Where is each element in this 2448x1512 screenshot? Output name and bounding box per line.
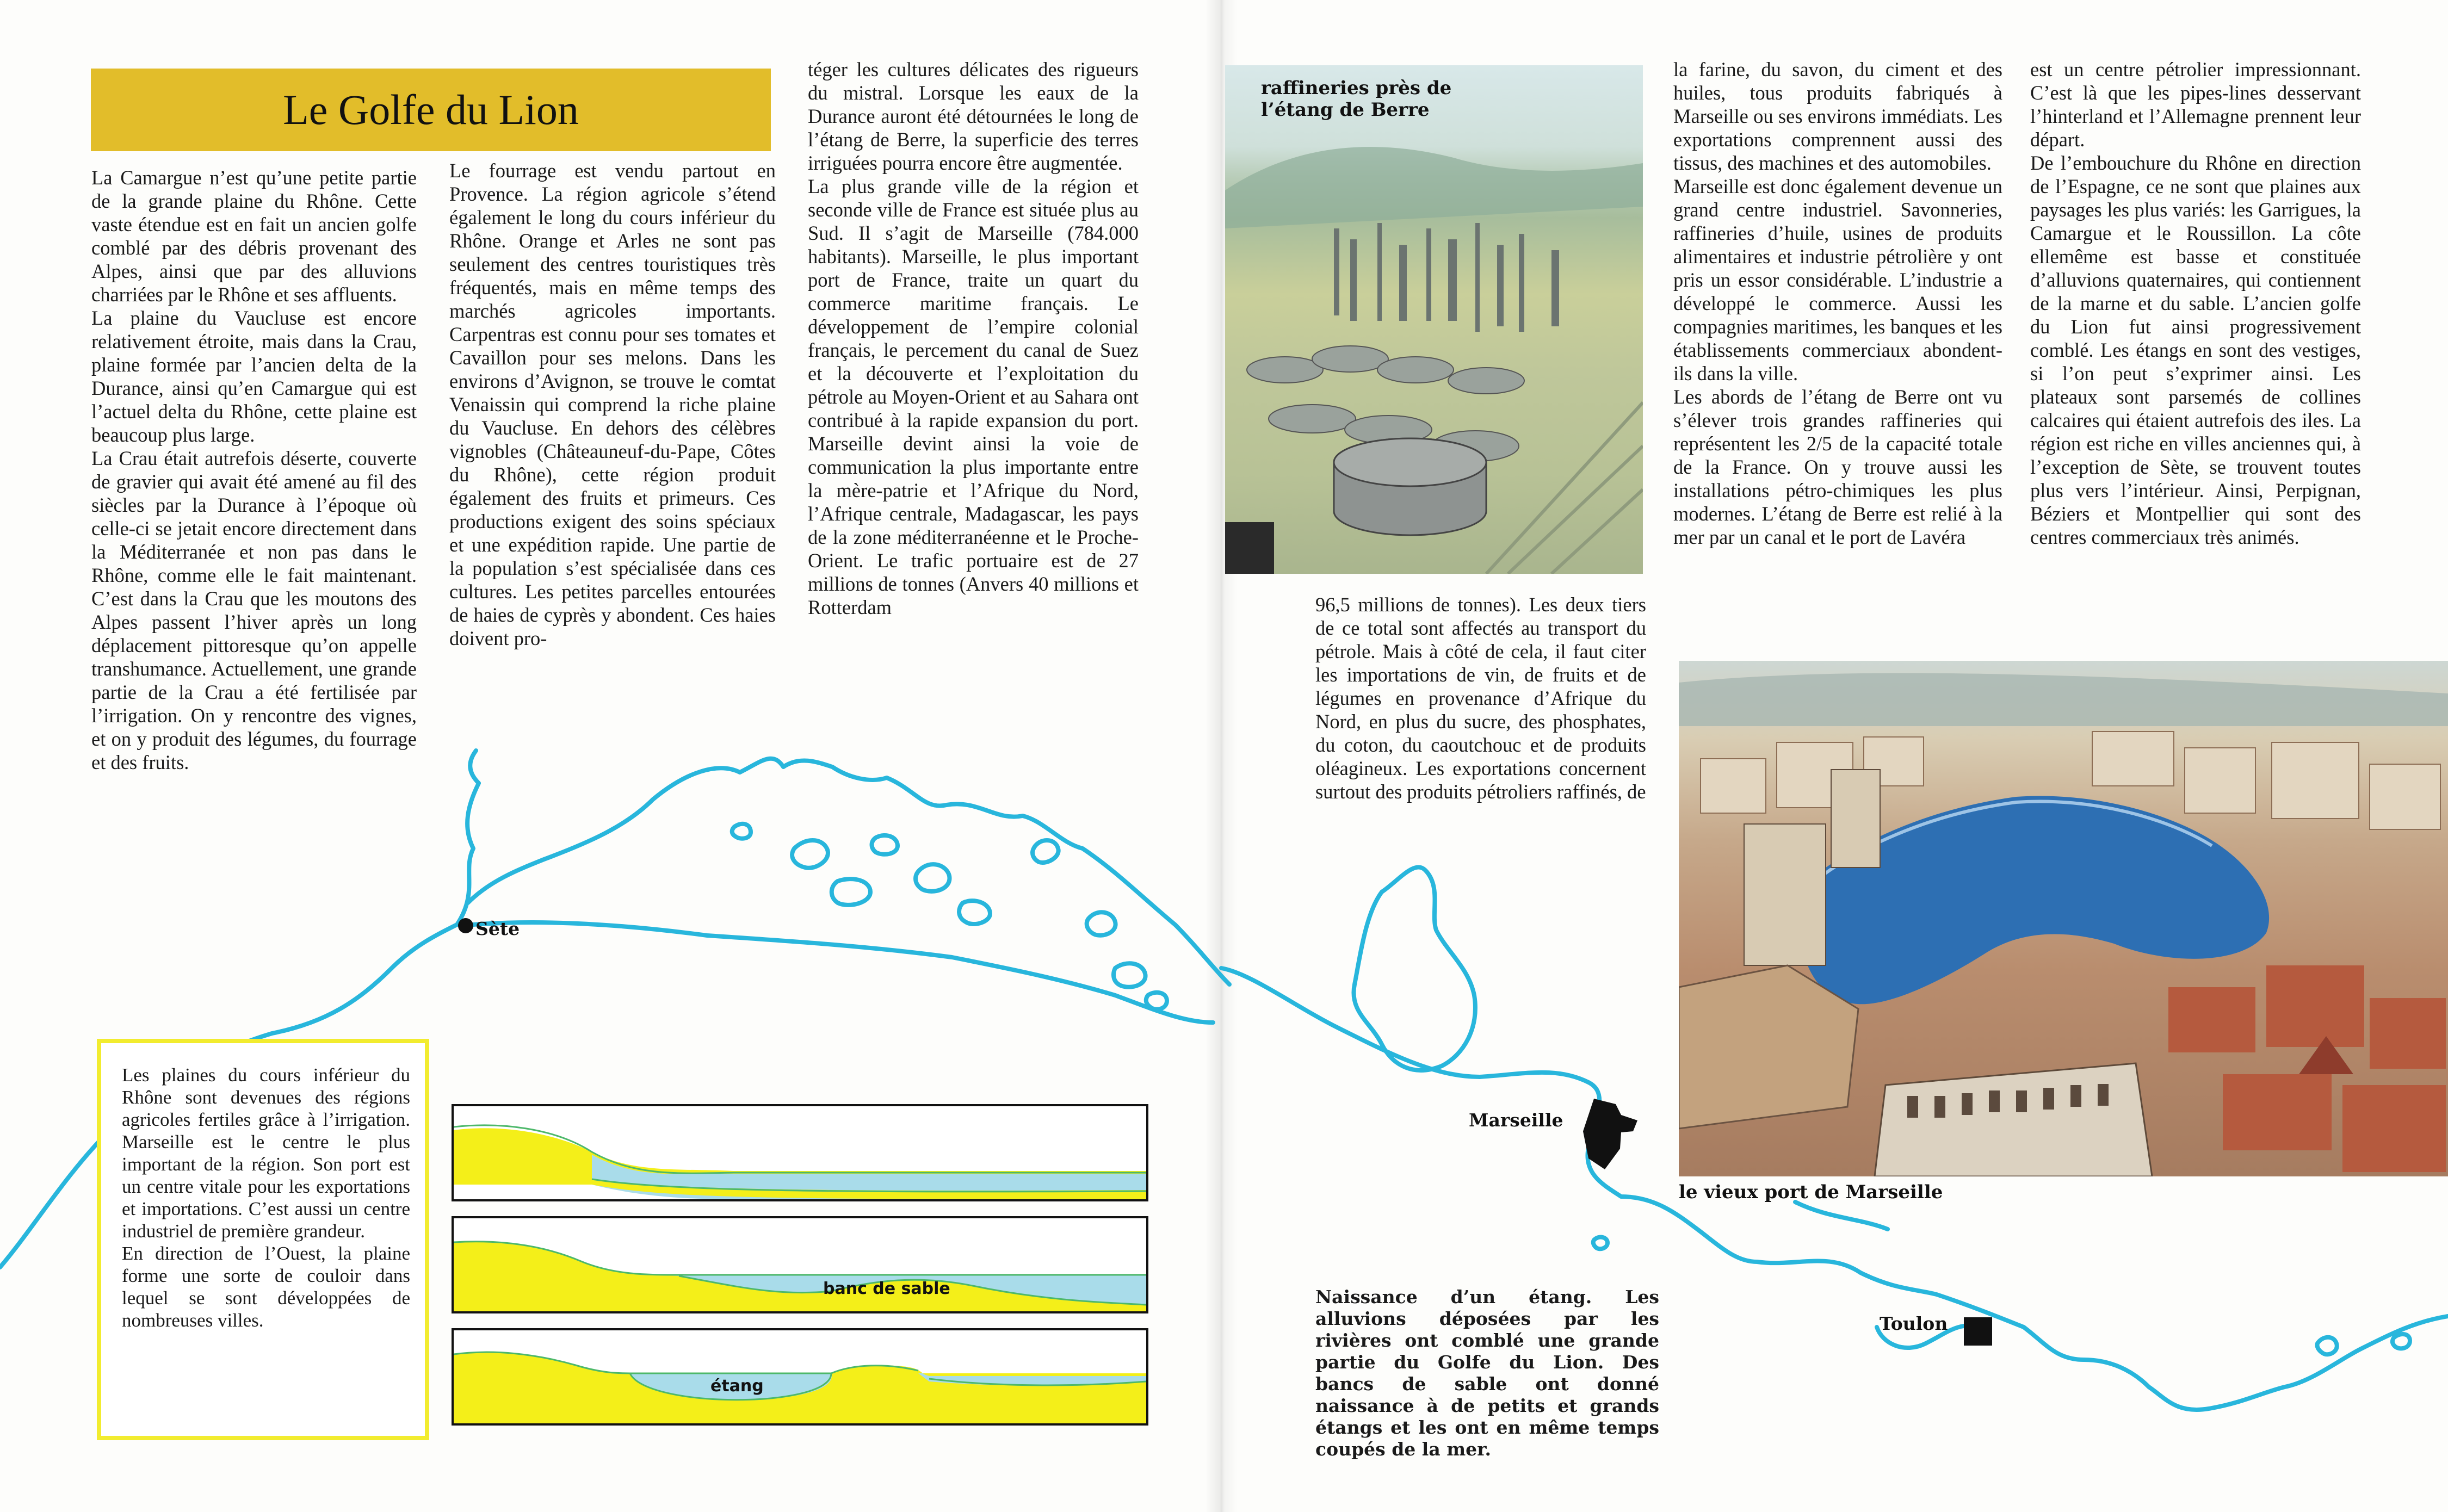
paragraph: La plus grande ville de la région et seconde ville de France est située plus au Sud. Il s’agit de Marseille (784.000 habitants). Marseille, le plus important port de France, traite un quart du commerce maritime français. Le développement de l’empire colonial français, le percement du canal de Suez et la découverte et l’exploitation du pétrole au Moyen-Orient et au Sahara ont contribué à la rapide expansion du port. Marseille devint ainsi la voie de communication la plus importante entre la mère-patrie et l’Afrique du Nord, l’Afrique centrale, Madagascar, les pays de la zone méditerranéenne et le Proche-Orient. Le trafic portuaire est de 27 millions de tonnes (Anvers 40 millions et Rotterdam [808, 175, 1139, 618]
info-box [97, 1039, 429, 1440]
lagoon-formation-diagram [450, 1103, 1149, 1435]
paragraph: la farine, du savon, du ciment et des huiles, tous produits fabriqués à Marseille ou ses environs immédiats. Les exportations comprennent aussi des tissus, des machines et des automobiles. [1673, 58, 2002, 174]
old-port-illustration [1679, 661, 2448, 1176]
diagram-label-pond: étang [710, 1377, 764, 1396]
paragraph: 96,5 millions de tonnes). Les deux tiers de ce total sont affectés au transport du pétrole. Mais à côté de cela, il faut citer les importations de vin, de fruits et de légumes en provenance d’Afrique du Nord, en plus du sucre, des phosphates, du coton, du caoutchouc et de produits oléagineux. Les exportations concernent surtout des produits pétroliers raffinés, de [1315, 593, 1646, 803]
marseille-city-symbol [1583, 1099, 1643, 1169]
port-caption: le vieux port de Marseille [1679, 1181, 1943, 1203]
paragraph: La plaine du Vaucluse est encore relativement étroite, mais dans la Crau, plaine formée par l’ancien delta de la Durance, ainsi qu’en Camargue qui est l’actuel delta du Rhône, cette plaine est beaucoup plus large. [91, 307, 417, 446]
paragraph: Marseille est donc également devenue un grand centre industriel. Savonneries, raffineries d’huile, usines de produits alimentaires et industrie pétrolière y ont pris un essor considérable. L’industrie a développé le commerce. Aussi les compagnies maritimes, les banques et les établissements commerciaux abondent-ils dans la ville. [1673, 175, 2002, 385]
text-column-5 [1673, 58, 2002, 549]
paragraph: La Crau était autrefois déserte, couverte de gravier qui avait été amené au fil des siècles par la Durance à l’époque où celle-ci se jetait encore directement dans la Méditerranée et non pas dans le Rhône, comme elle le fait maintenant. C’est dans la Crau que les moutons des Alpes passent l’hiver après un long déplacement pittoresque qu’on appelle transhumance. Actuellement, une grande partie de la Crau a été fertilisée par l’irrigation. On y rencontre des vignes, et on y produit des légumes, du fourrage et des fruits. [91, 447, 417, 773]
paragraph: En direction de l’Ouest, la plaine forme une sorte de couloir dans lequel se sont développées de nombreuses villes. [122, 1243, 410, 1331]
paragraph: Les plaines du cours inférieur du Rhône sont devenues des régions agricoles fertiles grâce à l’irrigation. Marseille est le centre le plus important de la région. Son port est un centre vitale pour les exportations et importations. C’est aussi un centre industriel de première grandeur. [122, 1064, 410, 1242]
map-label-marseille: Marseille [1469, 1110, 1563, 1131]
diagram-panel-3 [453, 1329, 1147, 1424]
text-column-6 [2030, 58, 2361, 549]
diagram-panel-1 [453, 1105, 1147, 1200]
sete-marker [458, 918, 473, 933]
refinery-illustration [1225, 65, 1643, 574]
caption-text: Naissance d’un étang. Les alluvions déposées par les rivières ont comblé une grande partie du Golfe du Lion. Des bancs de sable ont donné naissance à de petits et grands étangs et les ont en même temps coupés de la mer. [1315, 1286, 1659, 1460]
text-column-2 [449, 159, 776, 650]
paragraph: est un centre pétrolier impressionnant. C’est là que les pipes-lines desservant l’hinterland et l’Allemagne prennent leur départ. [2030, 58, 2361, 151]
lagoon-formation-caption [1315, 1286, 1659, 1460]
paragraph: Le fourrage est vendu partout en Provence. La région agricole s’étend également le long du cours inférieur du Rhône. Orange et Arles ne sont pas seulement des centres touristiques très fréquentés, mais en même temps des marchés agricoles importants. Carpentras est connu pour ses tomates et Cavaillon pour ses melons. Dans les environs d’Avignon, se trouve le comtat Venaissin qui comprend la riche plaine du Vaucluse. En dehors des célèbres vignobles (Châteauneuf-du-Pape, Côtes du Rhône), cette région produit également des fruits et primeurs. Ces productions exigent des soins spéciaux et une expédition rapide. Une partie de la population s’est spécialisée dans ces cultures. Les petites parcelles entourées de haies de cyprès y abondent. Ces haies doivent pro- [449, 159, 776, 649]
storage-tank-large [1334, 438, 1486, 535]
tall-building [1744, 824, 1826, 965]
diagram-panel-2 [453, 1217, 1147, 1312]
text-column-3 [808, 58, 1139, 619]
page-title: Le Golfe du Lion [283, 86, 579, 133]
refinery-caption: raffineries près de l’étang de Berre [1261, 77, 1452, 121]
refinery-drawing [1225, 65, 1643, 574]
paragraph: De l’embouchure du Rhône en direction de l’Espagne, ce ne sont que plaines aux paysages les plus variés: les Garrigues, la Camargue et le Roussillon. La côte ellemême est basse et constituée d’alluvions quaternaires, qui contiennent de la marne et du sable. L’ancien golfe du Lion fut ainsi progressivement comblé. Les étangs en sont des vestiges, si l’on peut s’exprimer ainsi. Les plateaux sont parsemés de collines calcaires qui étaient autrefois des iles. La région est riche en villes anciennes qui, à l’exception de Sète, se trouvent toutes plus vers l’intérieur. Ainsi, Perpignan, Béziers et Montpellier qui sont des centres commerciaux très animés. [2030, 152, 2361, 548]
map-label-toulon: Toulon [1880, 1313, 1948, 1334]
diagram-label-sandbank: banc de sable [823, 1279, 950, 1298]
paragraph: La Camargue n’est qu’une petite partie de la grande plaine du Rhône. Cette vaste étendue est en fait un ancien golfe comblé par des débris provenant des Alpes, ainsi que par des alluvions charriées par le Rhône et ses affluents. [91, 166, 417, 306]
old-port-drawing [1679, 661, 2448, 1176]
paragraph: téger les cultures délicates des rigueurs du mistral. Lorsque les eaux de la Durance auront été détournées le long de l’étang de Berre, la superficie des terres irriguées pourra encore être augmentée. [808, 58, 1139, 174]
palace [1875, 1063, 2152, 1176]
text-column-4 [1315, 593, 1646, 803]
toulon-city-symbol [1964, 1317, 1992, 1346]
paragraph: Les abords de l’étang de Berre ont vu s’élever trois grandes raffineries qui représentent les 2/5 de la capacité totale de la France. On y trouve aussi les installations pétro-chimiques les plus modernes. L’étang de Berre est relié à la mer par un canal et le port de Lavéra [1673, 386, 2002, 548]
map-label-sete: Sète [475, 918, 520, 939]
title-banner [91, 69, 771, 151]
text-column-1 [91, 166, 417, 774]
